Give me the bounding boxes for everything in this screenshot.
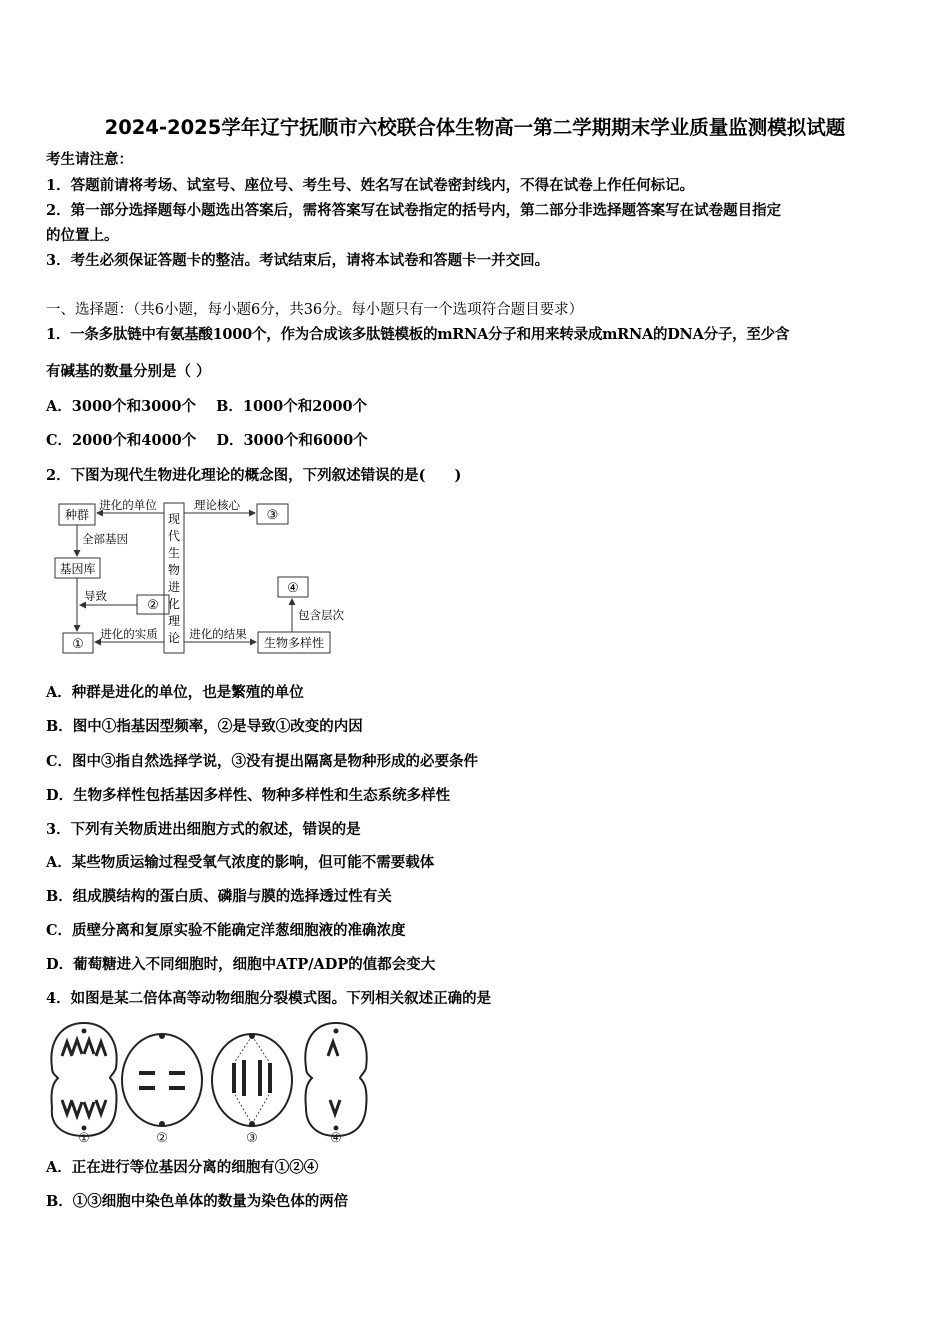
cell-division-figure bbox=[44, 1018, 374, 1148]
gene-pool-label: 基因库 bbox=[59, 562, 96, 576]
notice-heading: 考生请注意： bbox=[46, 151, 133, 168]
circle4-label: ④ bbox=[287, 581, 299, 596]
q4-option-b-letter: B． bbox=[46, 1193, 73, 1210]
q3-option-c[interactable] bbox=[46, 921, 406, 941]
section-header: 一、选择题：（共6小题，每小题6分，共36分。每小题只有一个选项符合题目要求） bbox=[46, 302, 584, 318]
q2-option-a[interactable] bbox=[46, 683, 304, 703]
biodiversity-label: 生物多样性 bbox=[263, 636, 325, 650]
cell-4 bbox=[305, 1023, 366, 1136]
page-title: 2024-2025学年辽宁抚顺市六校联合体生物高一第二学期期末学业质量监测模拟试题 bbox=[104, 116, 846, 139]
cell-3 bbox=[212, 1034, 292, 1126]
theory-char: 理 bbox=[167, 614, 181, 628]
q3-option-b-text: 组成膜结构的蛋白质、磷脂与膜的选择透过性有关 bbox=[72, 888, 392, 905]
circle1-label: ① bbox=[72, 637, 84, 652]
theory-char: 现 bbox=[167, 512, 181, 526]
leads-to-label: 导致 bbox=[84, 589, 107, 603]
q3-stem: 3．下列有关物质进出细胞方式的叙述，错误的是 bbox=[46, 821, 361, 838]
q3-option-a[interactable] bbox=[46, 853, 434, 873]
q3-option-c-text: 质壁分离和复原实验不能确定洋葱细胞液的准确浓度 bbox=[72, 922, 406, 939]
q2-option-d[interactable] bbox=[46, 786, 450, 806]
q1-option-b-letter[interactable]: B． bbox=[216, 398, 243, 415]
q2-option-d-text: 生物多样性包括基因多样性、物种多样性和生态系统多样性 bbox=[73, 787, 451, 804]
q1-stem-line2: 有碱基的数量分别是（ ） bbox=[46, 363, 211, 380]
q2-option-c-letter: C． bbox=[46, 753, 73, 770]
theory-char: 代 bbox=[167, 529, 181, 543]
cell-label-1: ① bbox=[78, 1131, 90, 1146]
q2-option-b-text: 图中①指基因型频率，②是导致①改变的内因 bbox=[72, 718, 363, 735]
cell-label-4: ④ bbox=[330, 1131, 342, 1146]
q3-option-b[interactable] bbox=[46, 887, 392, 907]
theory-char: 物 bbox=[167, 563, 181, 577]
essence-label: 进化的实质 bbox=[100, 627, 158, 641]
notice-item-1: 1．答题前请将考场、试室号、座位号、考生号、姓名写在试卷密封线内，不得在试卷上作任何标记。 bbox=[46, 177, 695, 194]
theory-char: 生 bbox=[167, 546, 181, 560]
core-label: 理论核心 bbox=[194, 498, 240, 512]
cell-1 bbox=[51, 1023, 116, 1136]
q2-option-b[interactable] bbox=[46, 717, 363, 737]
q2-option-d-letter: D． bbox=[46, 787, 74, 804]
q4-option-b[interactable] bbox=[46, 1192, 348, 1212]
q1-option-d[interactable]: 3000个和6000个 bbox=[243, 432, 368, 449]
q2-option-c-text: 图中③指自然选择学说，③没有提出隔离是物种形成的必要条件 bbox=[72, 753, 479, 770]
q1-option-a-letter[interactable]: A． bbox=[46, 398, 72, 415]
q1-options-row2 bbox=[46, 431, 368, 451]
q3-option-d-text: 葡萄糖进入不同细胞时，细胞中ATP/ADP的值都会变大 bbox=[73, 956, 436, 973]
q4-option-a-letter: A． bbox=[46, 1159, 72, 1176]
q4-stem: 4．如图是某二倍体高等动物细胞分裂模式图。下列相关叙述正确的是 bbox=[46, 990, 492, 1007]
theory-char: 化 bbox=[167, 597, 181, 611]
theory-char: 论 bbox=[167, 631, 181, 645]
notice-item-2-cont: 的位置上。 bbox=[46, 227, 119, 244]
cell-2 bbox=[122, 1034, 202, 1126]
q1-stem-line1: 1．一条多肽链中有氨基酸1000个，作为合成该多肽链模板的mRNA分子和用来转录成mRNA的DNA分子，至少含 bbox=[46, 326, 790, 343]
unit-label: 进化的单位 bbox=[99, 498, 157, 512]
q2-option-a-text: 种群是进化的单位，也是繁殖的单位 bbox=[71, 684, 304, 701]
q1-options-row1 bbox=[46, 397, 367, 417]
q1-option-b[interactable]: 1000个和2000个 bbox=[242, 398, 368, 415]
q2-stem: 2．下图为现代生物进化理论的概念图，下列叙述错误的是( ) bbox=[46, 467, 462, 484]
q3-option-d-letter: D． bbox=[46, 956, 74, 973]
q3-option-d[interactable] bbox=[46, 955, 435, 975]
cell-label-3: ③ bbox=[246, 1131, 258, 1146]
q3-option-a-text: 某些物质运输过程受氧气浓度的影响，但可能不需要载体 bbox=[71, 854, 435, 871]
all-genes-label: 全部基因 bbox=[82, 532, 128, 546]
result-label: 进化的结果 bbox=[189, 627, 247, 641]
cell-label-2: ② bbox=[156, 1131, 168, 1146]
q2-option-b-letter: B． bbox=[46, 718, 73, 735]
q2-option-c[interactable] bbox=[46, 752, 478, 772]
evolution-concept-diagram bbox=[50, 495, 370, 665]
theory-label bbox=[168, 512, 180, 645]
circle2-label: ② bbox=[147, 598, 159, 613]
q1-option-a[interactable]: 3000个和3000个 bbox=[71, 398, 196, 415]
notice-item-3: 3．考生必须保证答题卡的整洁。考试结束后，请将本试卷和答题卡一并交回。 bbox=[46, 252, 550, 269]
notice-item-2: 2．第一部分选择题每小题选出答案后，需将答案写在试卷指定的括号内，第二部分非选择题答案写在试卷题目指定 bbox=[46, 202, 782, 219]
q3-option-b-letter: B． bbox=[46, 888, 73, 905]
q3-option-a-letter: A． bbox=[46, 854, 72, 871]
q4-option-b-text: ①③细胞中染色单体的数量为染色体的两倍 bbox=[72, 1193, 349, 1210]
q4-option-a[interactable] bbox=[46, 1158, 318, 1178]
q1-option-d-letter[interactable]: D． bbox=[216, 432, 244, 449]
includes-label: 包含层次 bbox=[298, 608, 344, 622]
q2-option-a-letter: A． bbox=[46, 684, 72, 701]
q1-option-c-letter[interactable]: C． bbox=[46, 432, 73, 449]
population-label: 种群 bbox=[64, 508, 90, 522]
q1-option-c[interactable]: 2000个和4000个 bbox=[72, 432, 197, 449]
circle3-label: ③ bbox=[266, 508, 279, 523]
theory-char: 进 bbox=[167, 580, 181, 594]
q3-option-c-letter: C． bbox=[46, 922, 73, 939]
q4-option-a-text: 正在进行等位基因分离的细胞有①②④ bbox=[71, 1159, 319, 1176]
